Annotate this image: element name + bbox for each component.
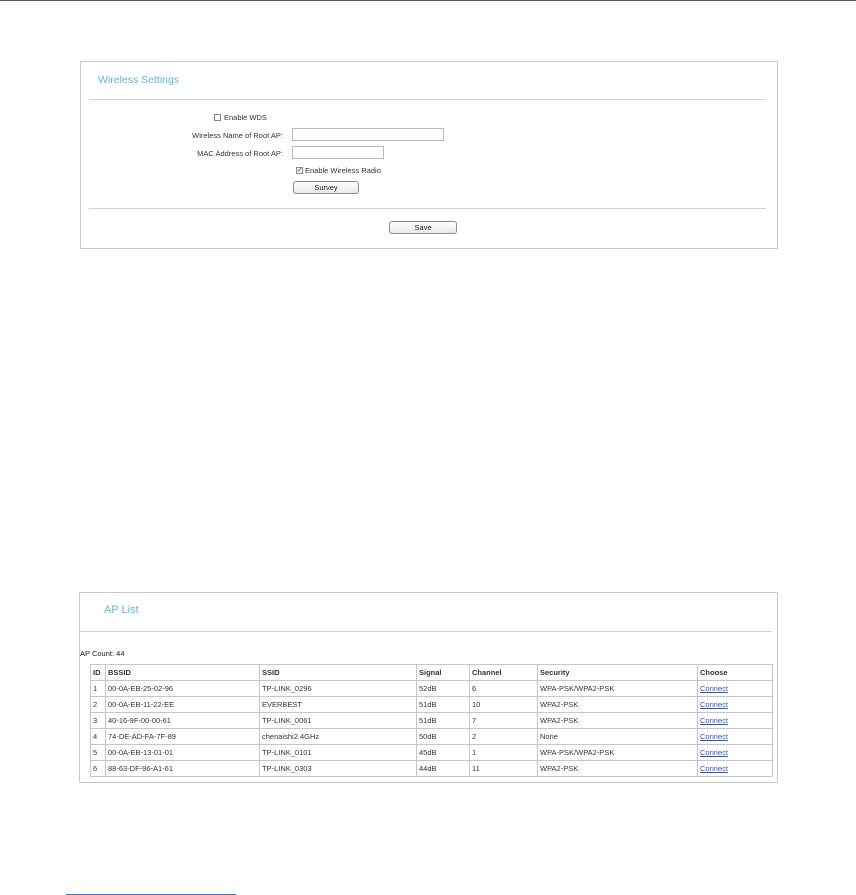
cell-channel: 10 <box>470 697 538 713</box>
column-header-ssid: SSID <box>260 665 417 681</box>
wireless-settings-title: Wireless Settings <box>98 74 180 86</box>
cell-security: WPA2-PSK <box>538 713 698 729</box>
cell-choose <box>698 681 773 697</box>
root-ap-name-label: Wireless Name of Root AP: <box>192 131 283 140</box>
cell-ssid: TP-LINK_0296 <box>260 681 417 697</box>
cell-security: WPA2-PSK <box>538 697 698 713</box>
footer-divider <box>89 208 766 209</box>
title-divider <box>89 99 766 100</box>
connect-link[interactable]: Connect <box>700 700 728 709</box>
table-row <box>91 697 773 713</box>
cell-ssid: chenaishi2.4GHz <box>260 729 417 745</box>
cell-signal: 50dB <box>417 729 470 745</box>
ap-list-divider <box>80 631 772 632</box>
connect-link[interactable]: Connect <box>700 732 728 741</box>
enable-wds-label: Enable WDS <box>224 113 267 122</box>
root-ap-name-input[interactable] <box>292 128 444 141</box>
cell-security: WPA-PSK/WPA2-PSK <box>538 681 698 697</box>
table-row <box>91 761 773 777</box>
enable-wireless-radio-checkbox[interactable]: ✓ <box>297 167 303 174</box>
ap-list-title: AP List <box>104 604 139 616</box>
cell-channel: 2 <box>470 729 538 745</box>
root-ap-mac-input[interactable] <box>292 146 384 159</box>
connect-link[interactable]: Connect <box>700 684 728 693</box>
page-top-rule <box>0 0 856 1</box>
root-ap-mac-label: MAC Address of Root AP: <box>197 149 283 158</box>
cell-signal: 52dB <box>417 681 470 697</box>
cell-ssid: TP-LINK_0101 <box>260 745 417 761</box>
connect-link[interactable]: Connect <box>700 764 728 773</box>
cell-id: 5 <box>91 745 106 761</box>
cell-bssid: 00-0A-EB-11-22-EE <box>106 697 260 713</box>
connect-link[interactable]: Connect <box>700 748 728 757</box>
cell-choose <box>698 697 773 713</box>
cell-bssid: 00-0A-EB-25-02-96 <box>106 681 260 697</box>
cell-id: 4 <box>91 729 106 745</box>
cell-ssid: TP-LINK_0303 <box>260 761 417 777</box>
cell-choose <box>698 761 773 777</box>
cell-signal: 51dB <box>417 697 470 713</box>
cell-bssid: 88-63-DF-96-A1-61 <box>106 761 260 777</box>
ap-list-table <box>90 664 773 777</box>
ap-count-value: 44 <box>116 649 125 658</box>
cell-signal: 51dB <box>417 713 470 729</box>
column-header-security: Security <box>538 665 698 681</box>
ap-list-panel <box>79 592 778 783</box>
table-row <box>91 681 773 697</box>
cell-signal: 44dB <box>417 761 470 777</box>
cell-security: None <box>538 729 698 745</box>
cell-choose <box>698 713 773 729</box>
cell-channel: 6 <box>470 681 538 697</box>
cell-channel: 11 <box>470 761 538 777</box>
enable-wds-checkbox[interactable] <box>214 114 221 121</box>
column-header-choose: Choose <box>698 665 773 681</box>
cell-choose <box>698 729 773 745</box>
cell-id: 2 <box>91 697 106 713</box>
table-header-row <box>91 665 773 681</box>
enable-wireless-radio-label: Enable Wireless Radio <box>305 166 381 175</box>
column-header-signal: Signal <box>417 665 470 681</box>
save-button[interactable]: Save <box>389 221 457 234</box>
cell-bssid: 00-0A-EB-13-01-01 <box>106 745 260 761</box>
table-row <box>91 713 773 729</box>
connect-link[interactable]: Connect <box>700 716 728 725</box>
ap-count <box>80 649 125 658</box>
cell-ssid: EVERBEST <box>260 697 417 713</box>
column-header-id: ID <box>91 665 106 681</box>
wireless-settings-panel <box>80 61 778 249</box>
column-header-bssid: BSSID <box>106 665 260 681</box>
table-row <box>91 729 773 745</box>
survey-button[interactable]: Survey <box>293 181 359 194</box>
cell-choose <box>698 745 773 761</box>
cell-ssid: TP-LINK_0061 <box>260 713 417 729</box>
column-header-channel: Channel <box>470 665 538 681</box>
cell-security: WPA2-PSK <box>538 761 698 777</box>
cell-signal: 45dB <box>417 745 470 761</box>
cell-channel: 7 <box>470 713 538 729</box>
cell-id: 6 <box>91 761 106 777</box>
cell-channel: 1 <box>470 745 538 761</box>
ap-count-label: AP Count: <box>80 649 115 658</box>
cell-security: WPA-PSK/WPA2-PSK <box>538 745 698 761</box>
table-row <box>91 745 773 761</box>
cell-id: 1 <box>91 681 106 697</box>
cell-bssid: 40-16-9F-00-00-61 <box>106 713 260 729</box>
cell-bssid: 74-DE-AD-FA-7F-89 <box>106 729 260 745</box>
cell-id: 3 <box>91 713 106 729</box>
